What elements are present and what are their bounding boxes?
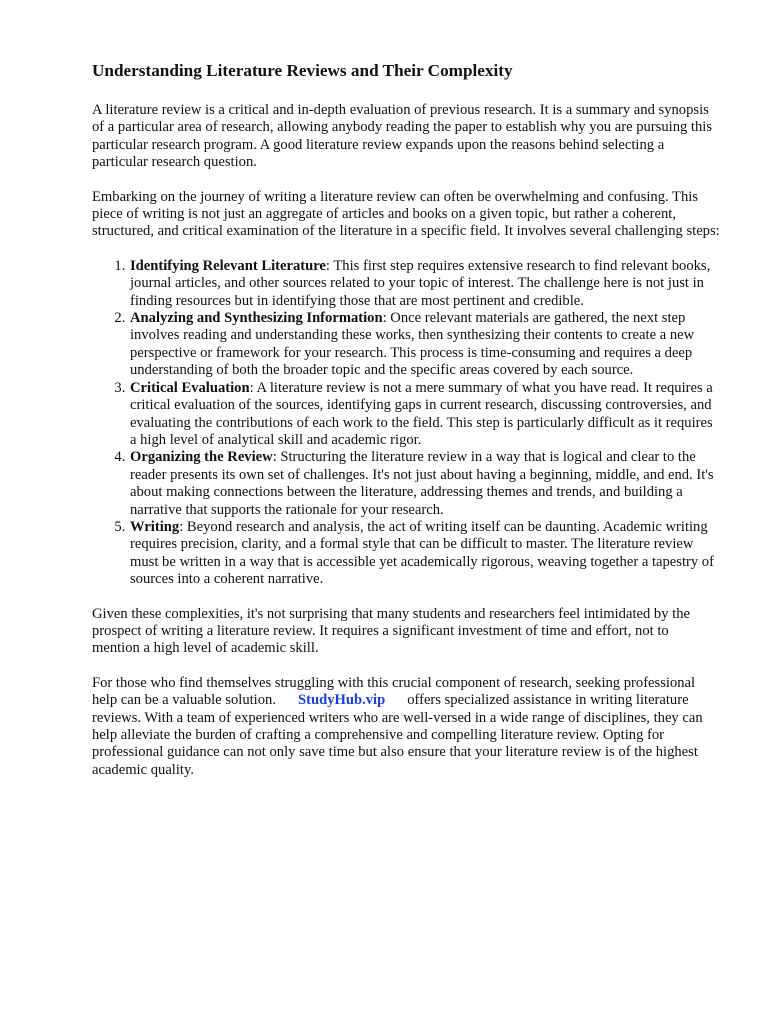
step-text: : Beyond research and analysis, the act of writing itself can be daunting. Academic writing requires precision, clarity, and a formal style that can be difficult to master. The literature review must be written in a way that is accessible yet academically rigorous, weaving together a tapestry of sources into a coherent narrative. bbox=[130, 518, 714, 588]
steps-list bbox=[92, 258, 720, 589]
list-item bbox=[129, 258, 720, 310]
list-item bbox=[129, 380, 720, 450]
document-page bbox=[92, 58, 720, 796]
challenges-paragraph: Embarking on the journey of writing a literature review can often be overwhelming and confusing. This piece of writing is not just an aggregate of articles and books on a given topic, but rather a coherent, structured, and critical examination of the literature in a specific field. It involves several challenging steps: bbox=[92, 188, 720, 240]
studyhub-link[interactable]: StudyHub.vip bbox=[297, 692, 386, 709]
step-text: : Once relevant materials are gathered, the next step involves reading and understanding these works, then synthesizing their contents to create a new perspective or framework for your research. This process is time-consuming and requires a deep understanding of both the broader topic and the specific areas covered by each source. bbox=[130, 310, 695, 379]
step-text: : A literature review is not a mere summary of what you have read. It requires a critical evaluation of the sources, identifying gaps in current research, discussing controversies, and evaluating the contributions of each work to the field. This step is particularly difficult as it requires a high level of analytical skill and academic rigor. bbox=[130, 379, 713, 448]
help-text-after: offers specialized assistance in writing literature reviews. With a team of experienced writers who are well-versed in a wide range of disciplines, they can help alleviate the burden of crafting a comprehensive and compelling literature review. Opting for professional guidance can not only save time but also ensure that your literature review is of the highest academic quality. bbox=[92, 692, 703, 778]
step-term: Organizing the Review bbox=[130, 449, 273, 466]
step-term: Identifying Relevant Literature bbox=[130, 257, 326, 274]
step-text: : Structuring the literature review in a way that is logical and clear to the reader presents its own set of challenges. It's not just about having a beginning, middle, and end. It's about making connections between the literature, addressing themes and trends, and building a narrative that supports the rationale for your research. bbox=[130, 449, 714, 518]
step-text: : This first step requires extensive research to find relevant books, journal articles, and other sources related to your topic of interest. The challenge here is not just in finding resources but in identifying those that are most pertinent and credible. bbox=[130, 257, 711, 309]
step-term: Analyzing and Synthesizing Information bbox=[130, 310, 383, 327]
step-term: Critical Evaluation bbox=[130, 379, 250, 396]
help-paragraph bbox=[92, 675, 720, 779]
list-item bbox=[129, 310, 720, 380]
help-text-before: For those who find themselves struggling with this crucial component of research, seeking professional help can be a valuable solution. bbox=[92, 674, 696, 709]
intro-paragraph: A literature review is a critical and in-depth evaluation of previous research. It is a summary and synopsis of a particular area of research, allowing anybody reading the paper to establish why you are pursuing this particular research program. A good literature review expands upon the reasons behind selecting a particular research question. bbox=[92, 102, 713, 171]
list-item bbox=[129, 519, 720, 589]
step-term: Writing bbox=[130, 518, 180, 535]
complexities-paragraph: Given these complexities, it's not surprising that many students and researchers feel intimidated by the prospect of writing a literature review. It requires a significant investment of time and effort, not to mention a high level of academic skill. bbox=[92, 605, 690, 657]
page-title: Understanding Literature Reviews and Their Complexity bbox=[92, 61, 513, 80]
list-item bbox=[129, 449, 720, 519]
